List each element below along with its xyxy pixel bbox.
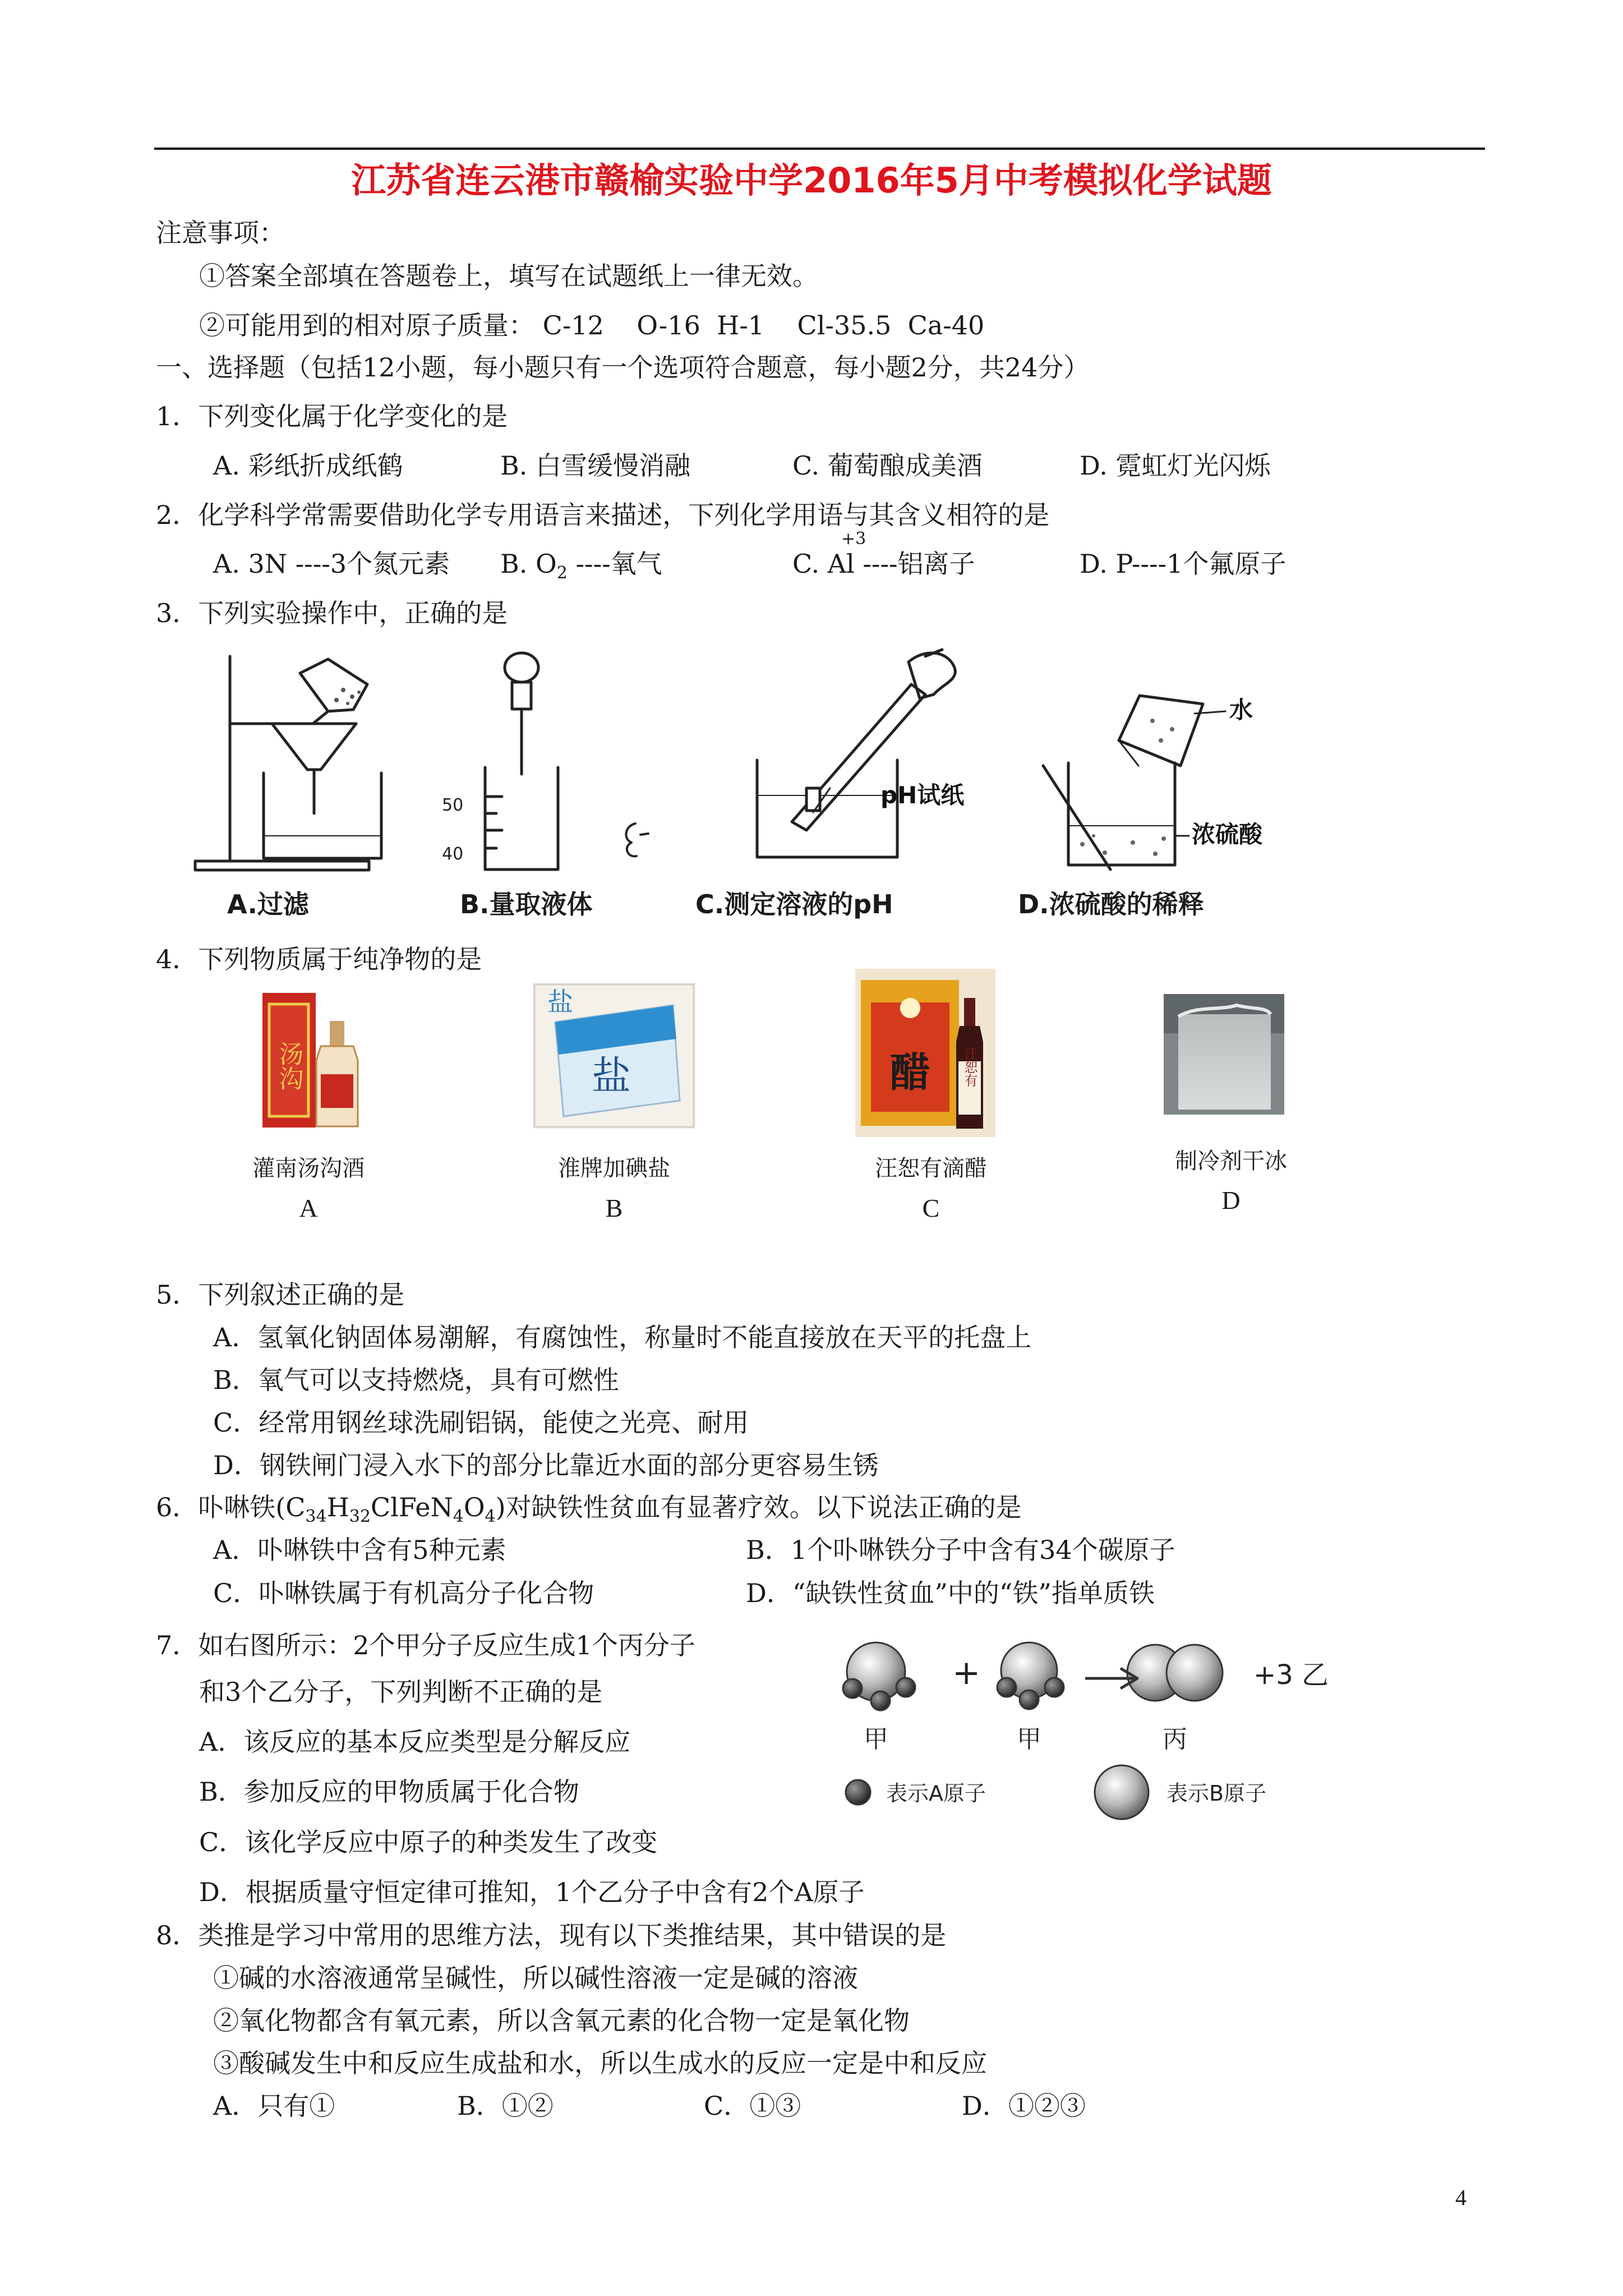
q7-stem-line-1: 7．如右图所示：2个甲分子反应生成1个丙分子 xyxy=(156,1630,695,1660)
q5-option-b: B．氧气可以支持燃烧，具有可燃性 xyxy=(213,1365,619,1395)
q1-option-b: B. 白雪缓慢消融 xyxy=(500,450,691,481)
q8-option-d: D．①②③ xyxy=(962,2091,1086,2121)
q4-item-c-name: 汪恕有滴醋 xyxy=(875,1156,987,1181)
q4-stem: 4．下列物质属于纯净物的是 xyxy=(156,944,482,974)
q8-stem: 8．类推是学习中常用的思维方法，现有以下类推结果，其中错误的是 xyxy=(156,1920,947,1950)
q5-option-d: D．钢铁闸门浸入水下的部分比靠近水面的部分更容易生锈 xyxy=(213,1450,879,1480)
q7-option-c: C．该化学反应中原子的种类发生了改变 xyxy=(199,1827,658,1857)
q3-apparatus-figure xyxy=(185,645,1267,909)
q4-photo-vinegar xyxy=(855,969,995,1137)
q6-stem: 6．卟啉铁$(C_{34}H_{32}ClFeN_4O_4)$对缺铁性贫血有显著疗效。以下说法正确的是 xyxy=(156,1492,1022,1527)
q8-statement-3: ③酸碱发生中和反应生成盐和水，所以生成水的反应一定是中和反应 xyxy=(213,2048,987,2078)
q8-option-a: A．只有① xyxy=(213,2091,335,2121)
notes-heading: 注意事项： xyxy=(156,218,285,248)
q6-option-d: D．“缺铁性贫血”中的“铁”指单质铁 xyxy=(746,1578,1155,1608)
q8-statement-1: ①碱的水溶液通常呈碱性，所以碱性溶液一定是碱的溶液 xyxy=(213,1963,858,1993)
q7-option-d: D．根据质量守恒定律可推知，1个乙分子中含有2个A原子 xyxy=(199,1877,865,1907)
vinegar-bottle-text: 汪恕有 xyxy=(962,1047,978,1087)
ph-paper-label: pH试纸 xyxy=(880,781,965,809)
q2-option-b: B. $O_2$ ----氧气 xyxy=(500,549,662,583)
page-title: 江苏省连云港市赣榆实验中学2016年5月中考模拟化学试题 xyxy=(351,160,1272,201)
filtration-apparatus xyxy=(195,656,381,870)
q4-item-b-name: 淮牌加碘盐 xyxy=(558,1156,670,1181)
q3-caption-b: B.量取液体 xyxy=(460,889,593,919)
q2-option-c: C. Al ----铝离子 xyxy=(792,549,975,579)
q5-option-a: A．氢氧化钠固体易潮解，有腐蚀性，称量时不能直接放在天平的托盘上 xyxy=(213,1322,1032,1352)
liquor-box-text: 汤沟 xyxy=(274,1041,303,1091)
q2-option-a: A. 3N ----3个氮元素 xyxy=(213,549,450,579)
q8-option-c: C．①③ xyxy=(704,2091,801,2121)
molecule-jia-1 xyxy=(843,1642,915,1710)
ph-test-apparatus xyxy=(757,650,955,857)
q6-option-c: C．卟啉铁属于有机高分子化合物 xyxy=(213,1578,594,1608)
water-label: 水 xyxy=(1229,696,1253,724)
legend-b-text: 表示B原子 xyxy=(1166,1781,1267,1806)
label-jia-1: 甲 xyxy=(864,1725,888,1754)
q8-option-b: B．①② xyxy=(457,2091,554,2121)
page-number: 4 xyxy=(1455,2185,1467,2210)
q4-item-b-letter: B xyxy=(605,1194,623,1222)
q4-photo-salt xyxy=(533,983,695,1129)
molecule-jia-2 xyxy=(997,1642,1064,1709)
q4-photo-dry-ice xyxy=(1164,994,1284,1115)
q6-option-b: B．1个卟啉铁分子中含有34个碳原子 xyxy=(746,1535,1175,1565)
salt-tag: 盐 xyxy=(547,987,573,1017)
q1-option-a: A. 彩纸折成纸鹤 xyxy=(213,450,403,481)
cylinder-tick-50: 50 xyxy=(442,795,464,815)
q1-option-c: C. 葡萄酿成美酒 xyxy=(792,450,983,481)
note-2: ②可能用到的相对原子质量： C-12 O-16 H-1 Cl-35.5 Ca-40 xyxy=(199,310,985,341)
q3-stem: 3．下列实验操作中，正确的是 xyxy=(156,598,508,628)
note-1: ①答案全部填在答题卷上，填写在试题纸上一律无效。 xyxy=(199,261,818,291)
q4-item-a-name: 灌南汤沟酒 xyxy=(252,1156,365,1181)
q2-charge-label: +3 xyxy=(841,529,866,549)
q7-reaction-diagram xyxy=(830,1632,1357,1834)
salt-bag-text: 盐 xyxy=(592,1053,631,1099)
label-jia-2: 甲 xyxy=(1017,1725,1041,1754)
label-bing: 丙 xyxy=(1163,1725,1187,1754)
q3-caption-d: D.浓硫酸的稀释 xyxy=(1018,889,1204,919)
q4-item-a-letter: A xyxy=(299,1194,318,1222)
q3-caption-c: C.测定溶液的pH xyxy=(695,889,893,919)
q3-caption-a: A.过滤 xyxy=(227,889,309,919)
plus-sign: + xyxy=(952,1653,981,1692)
legend-b-atom xyxy=(1095,1765,1149,1819)
q5-stem: 5．下列叙述正确的是 xyxy=(156,1280,405,1310)
q5-option-c: C．经常用钢丝球洗刷铝锅，能使之光亮、耐用 xyxy=(213,1407,749,1438)
q4-item-c-letter: C xyxy=(922,1194,940,1222)
q1-stem: 1．下列变化属于化学变化的是 xyxy=(156,401,508,431)
q1-option-d: D. 霓虹灯光闪烁 xyxy=(1080,450,1271,481)
q8-statement-2: ②氧化物都含有氧元素，所以含氧元素的化合物一定是氧化物 xyxy=(213,2005,910,2036)
q4-item-d-letter: D xyxy=(1221,1186,1241,1214)
q2-stem: 2．化学科学常需要借助化学专用语言来描述，下列化学用语与其含义相符的是 xyxy=(156,500,1050,530)
vinegar-box-text: 醋 xyxy=(889,1049,931,1096)
header-rule xyxy=(154,148,1485,150)
q4-photo-liquor xyxy=(258,982,376,1133)
q4-item-d-name: 制冷剂干冰 xyxy=(1175,1148,1287,1174)
q6-option-a: A．卟啉铁中含有5种元素 xyxy=(213,1535,506,1565)
legend-a-atom xyxy=(846,1780,870,1805)
q7-option-a: A．该反应的基本反应类型是分解反应 xyxy=(199,1727,631,1757)
molecule-bing xyxy=(1127,1645,1223,1701)
q7-stem-line-2: 和3个乙分子，下列判断不正确的是 xyxy=(199,1677,603,1707)
cylinder-tick-40: 40 xyxy=(442,844,464,864)
legend-a-text: 表示A原子 xyxy=(886,1781,986,1806)
plus-3-yi: +3 乙 xyxy=(1253,1659,1329,1691)
acid-label: 浓硫酸 xyxy=(1192,821,1263,848)
section-heading: 一、选择题（包括12小题，每小题只有一个选项符合题意，每小题2分，共24分） xyxy=(156,352,1090,383)
q2-option-d: D. P----1个氟原子 xyxy=(1080,549,1287,579)
q7-option-b: B．参加反应的甲物质属于化合物 xyxy=(199,1777,579,1807)
measuring-apparatus xyxy=(485,653,648,869)
